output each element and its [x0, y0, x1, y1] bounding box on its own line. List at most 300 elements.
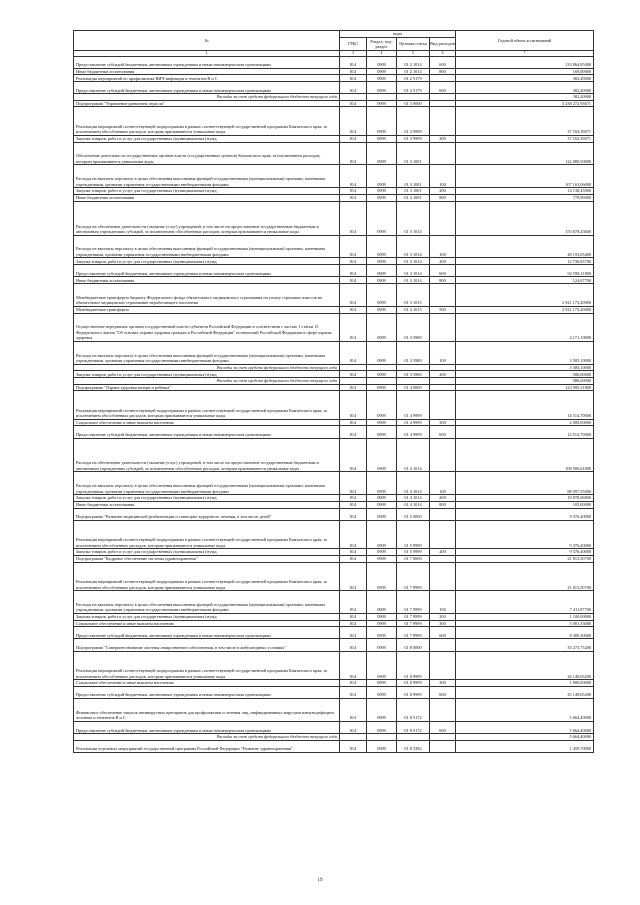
row-name: Социальное обеспечение и иные выплаты населению	[74, 680, 340, 687]
table-row	[74, 391, 594, 419]
row-section: 0909	[367, 591, 397, 614]
row-name: Иные бюджетные ассигнования	[74, 277, 340, 284]
row-exptype	[430, 698, 456, 721]
row-section: 0909	[367, 419, 397, 426]
row-amount: 108 580,61800	[456, 438, 594, 472]
row-exptype: 600	[430, 56, 456, 68]
row-exptype: 200	[430, 549, 456, 556]
row-exptype	[430, 313, 456, 341]
row-exptype	[430, 508, 456, 520]
row-grbs: 814	[340, 68, 367, 75]
table-row	[74, 555, 594, 562]
row-section: 0909	[367, 107, 397, 135]
row-grbs: 814	[340, 721, 367, 733]
row-target: 01 3 1014	[397, 258, 430, 265]
row-grbs: 814	[340, 201, 367, 235]
row-target: 01 8 9999	[397, 680, 430, 687]
row-amount: 105,00000	[456, 501, 594, 508]
row-name: Осуществление переданных органам государственной власти субъектов Российской Федерации в соответствии с частью 1 статьи 15 Федерального закона "Об основах охраны здоровья граждан в Российской Федерации" полномочий Российской Федерации в сфере охраны здоровья	[74, 313, 340, 341]
table-row	[74, 188, 594, 195]
row-target: 01 3 0000	[397, 100, 430, 107]
table-row	[74, 306, 594, 313]
table-row	[74, 520, 594, 548]
row-grbs: 814	[340, 520, 367, 548]
row-name: Расходы на обеспечение деятельности (оказание услуг) учреждений, в том числе на предоставление государственным бюджетным и автономным учреждениям субсидий, за исключением обособленных расходов, которым присваиваются уникальные коды	[74, 438, 340, 472]
row-exptype: 100	[430, 341, 456, 364]
row-grbs: 814	[340, 165, 367, 188]
row-target: 01 3 1014	[397, 201, 430, 235]
header-section: Раздел, под-раздел	[367, 38, 397, 51]
row-section: 0909	[367, 501, 397, 508]
row-target: 01 3 5980	[397, 341, 430, 364]
row-exptype	[430, 651, 456, 679]
table-row	[74, 341, 594, 364]
row-target: 01 8 5172	[397, 698, 430, 721]
row-name: Подпрограмма "Охрана здоровья матери и ребенка"	[74, 384, 340, 391]
row-grbs: 814	[340, 384, 367, 391]
table-row	[74, 591, 594, 614]
row-section: 0909	[367, 740, 397, 752]
row-exptype: 800	[430, 194, 456, 201]
row-target: 01 4 9999	[397, 391, 430, 419]
index-cell: 6	[430, 51, 456, 57]
table-row	[74, 82, 594, 94]
row-name: Предоставление субсидий бюджетным, автономным учреждениям и иным некоммерческим организациям	[74, 627, 340, 639]
row-amount: 48 193,05400	[456, 235, 594, 258]
table-row	[74, 265, 594, 277]
table-row	[74, 426, 594, 438]
row-section: 0909	[367, 651, 397, 679]
row-amount: 2 921 173,20000	[456, 306, 594, 313]
row-exptype: 200	[430, 495, 456, 502]
row-grbs: 814	[340, 651, 367, 679]
row-target: 01 2 5179	[397, 75, 430, 82]
row-grbs: 814	[340, 591, 367, 614]
row-exptype	[430, 740, 456, 752]
row-target: 01 4 9999	[397, 426, 430, 438]
table-row	[74, 313, 594, 341]
page-number: 19	[317, 878, 323, 883]
row-amount: 1 000,00000	[456, 680, 594, 687]
row-exptype: 100	[430, 235, 456, 258]
row-target: 01 7 9999	[397, 613, 430, 620]
row-section: 0909	[367, 384, 397, 391]
row-amount: 3 585,10000	[456, 364, 594, 371]
row-target: 01 7 0000	[397, 555, 430, 562]
row-exptype: 300	[430, 680, 456, 687]
row-grbs: 814	[340, 680, 367, 687]
row-target: 01 3 9999	[397, 107, 430, 135]
row-name: Подпрограмма "Кадровое обеспечение системы здравоохранения"	[74, 555, 340, 562]
row-target: 01 5 0000	[397, 508, 430, 520]
row-exptype: 800	[430, 277, 456, 284]
row-name: Подпрограмма "Управление развитием отрасли"	[74, 100, 340, 107]
table-row	[74, 651, 594, 679]
row-section: 0909	[367, 188, 397, 195]
row-section: 0909	[367, 371, 397, 378]
row-name: Финансовое обеспечение закупок антивирусных препаратов для профилактики и лечения лиц, инфицированных вирусами иммунодефицита человека и гепатитов В и С	[74, 698, 340, 721]
row-amount: 37 163,39071	[456, 135, 594, 142]
row-amount: 123 095,31800	[456, 384, 594, 391]
row-section: 0909	[367, 258, 397, 265]
row-section: 0909	[367, 520, 397, 548]
row-target: 01 3 1001	[397, 194, 430, 201]
table-row	[74, 100, 594, 107]
header-codes: коды	[340, 31, 456, 38]
row-name: Социальное обеспечение и иные выплаты населению	[74, 419, 340, 426]
row-grbs: 814	[340, 265, 367, 277]
row-exptype: 600	[430, 265, 456, 277]
row-exptype: 100	[430, 591, 456, 614]
row-target: 01 8 5382	[397, 740, 430, 752]
row-section: 0909	[367, 100, 397, 107]
row-exptype	[430, 520, 456, 548]
row-grbs: 814	[340, 82, 367, 94]
row-amount: 8 300,30000	[456, 627, 594, 639]
row-grbs: 814	[340, 391, 367, 419]
row-name: Закупка товаров, работ и услуг для государственных (муниципальных) нужд	[74, 495, 340, 502]
table-row	[74, 419, 594, 426]
row-target: 01 5 9999	[397, 549, 430, 556]
row-target: 01 2 1014	[397, 68, 430, 75]
row-section: 0909	[367, 426, 397, 438]
row-target: 01 5 9999	[397, 520, 430, 548]
table-row	[74, 165, 594, 188]
row-target: 01 3 1015	[397, 284, 430, 307]
row-grbs: 814	[340, 740, 367, 752]
row-target: 01 3 5980	[397, 313, 430, 341]
row-grbs: 814	[340, 472, 367, 495]
row-grbs: 814	[340, 639, 367, 651]
row-target: 01 7 9999	[397, 620, 430, 627]
row-name: Иные бюджетные ассигнования	[74, 68, 340, 75]
row-section: 0909	[367, 142, 397, 165]
row-grbs: 814	[340, 194, 367, 201]
row-exptype: 300	[430, 419, 456, 426]
row-amount: 586,00000	[456, 371, 594, 378]
row-name: Иные бюджетные ассигнования	[74, 501, 340, 508]
row-amount: 9 376,40000	[456, 520, 594, 548]
row-name: Межбюджетные трансферты	[74, 306, 340, 313]
row-amount: 37 163,39071	[456, 107, 594, 135]
row-amount: 7 411,87700	[456, 591, 594, 614]
table-row	[74, 613, 594, 620]
row-name: Расходы за счет средств федерального бюджета текущего года	[74, 364, 340, 371]
row-amount: 124,67700	[456, 277, 594, 284]
row-grbs: 814	[340, 188, 367, 195]
row-amount: 88 597,55000	[456, 472, 594, 495]
row-target: 01 3 1001	[397, 142, 430, 165]
row-amount: 19 878,06800	[456, 495, 594, 502]
table-row	[74, 627, 594, 639]
row-section: 0909	[367, 313, 397, 341]
row-target: 01 7 9999	[397, 627, 430, 639]
row-exptype	[430, 639, 456, 651]
row-amount: 382,20000	[456, 75, 594, 82]
row-amount: 21 813,50700	[456, 555, 594, 562]
row-section: 0909	[367, 306, 397, 313]
row-section: 0909	[367, 639, 397, 651]
row-name: Реализация мероприятий соответствующей подпрограммы в рамках соответствующей государственной программы Камчатского края, за исключением обособленных расходов, которым присваиваются уникальные коды	[74, 651, 340, 679]
row-amount: 14 514,70000	[456, 391, 594, 419]
row-section: 0909	[367, 680, 397, 687]
row-amount: 2 921 173,20000	[456, 284, 594, 307]
row-grbs: 814	[340, 620, 367, 627]
row-amount: 26 149,65200	[456, 651, 594, 679]
row-name: Реализация мероприятий по профилактике ВИЧ-инфекции и гепатитов В и С	[74, 75, 340, 82]
table-row	[74, 258, 594, 265]
row-amount: 153 678,43600	[456, 201, 594, 235]
row-amount: 5 664,40000	[456, 721, 594, 733]
row-grbs: 814	[340, 75, 367, 82]
table-row	[74, 235, 594, 258]
row-amount: 25 149,65200	[456, 686, 594, 698]
table-row	[74, 562, 594, 590]
row-section: 0909	[367, 194, 397, 201]
row-exptype: 500	[430, 306, 456, 313]
table-row	[74, 740, 594, 752]
row-section: 0909	[367, 265, 397, 277]
row-exptype	[430, 100, 456, 107]
row-section: 0909	[367, 562, 397, 590]
row-amount: 169,00000	[456, 68, 594, 75]
row-section: 0909	[367, 620, 397, 627]
row-exptype	[430, 284, 456, 307]
row-section: 0909	[367, 165, 397, 188]
row-target: 01 8 5172	[397, 721, 430, 733]
row-exptype: 600	[430, 627, 456, 639]
row-section: 0909	[367, 472, 397, 495]
row-amount: 122 080,50000	[456, 142, 594, 165]
table-row	[74, 639, 594, 651]
row-grbs: 814	[340, 107, 367, 135]
row-section: 0909	[367, 68, 397, 75]
row-name: Реализация мероприятий соответствующей подпрограммы в рамках соответствующей государственной программы Камчатского края, за исключением обособленных расходов, которым присваиваются уникальные коды	[74, 391, 340, 419]
row-name: Расходы за счет средств федерального бюджета текущего года	[74, 734, 340, 741]
row-grbs: 814	[340, 56, 367, 68]
row-grbs: 814	[340, 501, 367, 508]
row-target: 01 3 1001	[397, 188, 430, 195]
row-amount: 1 459,70000	[456, 740, 594, 752]
row-target: 01 2 5179	[397, 82, 430, 94]
row-target: 01 4 0000	[397, 384, 430, 391]
row-exptype: 800	[430, 501, 456, 508]
row-amount: 382,20000	[456, 82, 594, 94]
index-cell: 7	[456, 51, 594, 57]
row-grbs: 814	[340, 135, 367, 142]
table-row	[74, 508, 594, 520]
row-exptype	[430, 107, 456, 135]
table-row	[74, 277, 594, 284]
header-grbs: ГРБС	[340, 38, 367, 51]
row-target: 01 3 1014	[397, 277, 430, 284]
row-name: Закупка товаров, работ и услуг для государственных (муниципальных) нужд	[74, 549, 340, 556]
row-name: Закупка товаров, работ и услуг для государственных (муниципальных) нужд	[74, 258, 340, 265]
table-row	[74, 284, 594, 307]
row-grbs: 814	[340, 142, 367, 165]
row-name: Расходы за счет средств федерального бюджета текущего года	[74, 378, 340, 385]
row-grbs: 814	[340, 613, 367, 620]
row-name: Подпрограмма "Совершенствование системы лекарственного обеспечения, в том числе в амбулаторных условиях"	[74, 639, 340, 651]
row-name: Предоставление субсидий бюджетным, автономным учреждениям и иным некоммерческим организациям	[74, 265, 340, 277]
row-section: 0909	[367, 201, 397, 235]
row-amount: 3 238 272,93671	[456, 100, 594, 107]
row-amount: 4 171,10000	[456, 313, 594, 341]
row-grbs: 814	[340, 100, 367, 107]
table-row	[74, 142, 594, 165]
row-grbs: 814	[340, 313, 367, 341]
row-name: Предоставление субсидий бюджетным, автономным учреждениям и иным некоммерческим организациям	[74, 426, 340, 438]
row-amount: 5 664,40000	[456, 698, 594, 721]
row-name: Расходы на выплаты персоналу в целях обеспечения выполнения функций государственными (муниципальными) органами, казенными учреждениями, органами управления государственными внебюджетными фондами	[74, 165, 340, 188]
row-exptype	[430, 75, 456, 82]
table-row	[74, 135, 594, 142]
table-row	[74, 56, 594, 68]
row-section: 0909	[367, 613, 397, 620]
row-amount: 21 813,50700	[456, 562, 594, 590]
row-target: 01 2 1014	[397, 56, 430, 68]
row-target: 01 8 9999	[397, 686, 430, 698]
row-section: 0909	[367, 721, 397, 733]
row-grbs: 814	[340, 495, 367, 502]
row-amount: 107 163,06000	[456, 165, 594, 188]
row-grbs: 814	[340, 698, 367, 721]
table-row	[74, 698, 594, 721]
row-grbs: 814	[340, 419, 367, 426]
row-exptype: 300	[430, 620, 456, 627]
row-amount: 5 001,33000	[456, 620, 594, 627]
row-name: Обеспечение деятельности государственных органов власти (государственных органов) Камчатского края, за исключением расходов, которым присваиваются уникальные коды	[74, 142, 340, 165]
row-amount: 9 376,40000	[456, 549, 594, 556]
row-amount: 12 736,83700	[456, 258, 594, 265]
row-section: 0909	[367, 284, 397, 307]
table-row	[74, 384, 594, 391]
row-target: 01 3 5980	[397, 371, 430, 378]
row-grbs: 814	[340, 508, 367, 520]
row-name: Предоставление субсидий бюджетным, автономным учреждениям и иным некоммерческим организациям	[74, 686, 340, 698]
table-row	[74, 438, 594, 472]
row-target: 01 4 1014	[397, 472, 430, 495]
row-section: 0909	[367, 341, 397, 364]
table-row	[74, 501, 594, 508]
row-name: Расходы на обеспечение деятельности (оказание услуг) учреждений, в том числе на предоставление государственным бюджетным и автономным учреждениям субсидий, за исключением обособленных расходов, которым присваиваются уникальные коды	[74, 201, 340, 235]
row-section: 0909	[367, 391, 397, 419]
row-exptype	[430, 391, 456, 419]
row-name: Закупка товаров, работ и услуг для государственных (муниципальных) нужд	[74, 613, 340, 620]
row-target: 01 4 1014	[397, 438, 430, 472]
row-section: 0909	[367, 495, 397, 502]
row-target: 01 3 1001	[397, 165, 430, 188]
row-exptype: 600	[430, 686, 456, 698]
row-exptype	[430, 201, 456, 235]
row-exptype: 600	[430, 426, 456, 438]
row-section: 0909	[367, 508, 397, 520]
row-section: 0909	[367, 549, 397, 556]
row-name: Реализация мероприятий соответствующей подпрограммы в рамках соответствующей государственной программы Камчатского края, за исключением обособленных расходов, которым присваиваются уникальные коды	[74, 107, 340, 135]
row-grbs: 814	[340, 686, 367, 698]
row-grbs: 814	[340, 562, 367, 590]
row-name: Расходы за счет средств федерального бюджета текущего года	[74, 94, 340, 101]
row-grbs: 814	[340, 426, 367, 438]
row-name: Иные бюджетные ассигнования	[74, 194, 340, 201]
row-target: 01 8 0000	[397, 639, 430, 651]
header-target: Целевая статья	[397, 38, 430, 51]
row-exptype: 600	[430, 721, 456, 733]
row-name: Расходы на выплаты персоналу в целях обеспечения выполнения функций государственными (муниципальными) органами, казенными учреждениями, органами управления государственными внебюджетными фондами	[74, 472, 340, 495]
row-exptype: 200	[430, 188, 456, 195]
header-exptype: Вид расходов	[430, 38, 456, 51]
row-amount: 3 585,10000	[456, 341, 594, 364]
row-exptype: 200	[430, 258, 456, 265]
table-row	[74, 495, 594, 502]
row-amount: 9 376,40000	[456, 508, 594, 520]
row-section: 0909	[367, 627, 397, 639]
row-section: 0909	[367, 82, 397, 94]
table-row	[74, 680, 594, 687]
row-grbs: 814	[340, 438, 367, 472]
row-name: Предоставление субсидий бюджетным, автономным учреждениям и иным некоммерческим организациям	[74, 82, 340, 94]
row-amount: 133 864,95400	[456, 56, 594, 68]
row-amount: 12 514,70000	[456, 426, 594, 438]
row-target: 01 8 9999	[397, 651, 430, 679]
row-grbs: 814	[340, 627, 367, 639]
header-amount: Годовой объем ассигнований	[456, 31, 594, 51]
row-section: 0909	[367, 235, 397, 258]
row-section: 0909	[367, 277, 397, 284]
row-exptype	[430, 142, 456, 165]
row-name: Расходы на выплаты персоналу в целях обеспечения выполнения функций государственными (муниципальными) органами, казенными учреждениями, органами управления государственными внебюджетными фондами	[74, 591, 340, 614]
row-section: 0909	[367, 698, 397, 721]
row-target: 01 4 1014	[397, 501, 430, 508]
row-exptype	[430, 562, 456, 590]
row-section: 0909	[367, 135, 397, 142]
row-name: Расходы на выплаты персоналу в целях обеспечения выполнения функций государственными (муниципальными) органами, казенными учреждениями, органами управления государственными внебюджетными фондами	[74, 235, 340, 258]
row-section: 0909	[367, 75, 397, 82]
table-body	[74, 56, 594, 752]
row-name: Реализация отдельных мероприятий государственной программы Российской Федерации "Развитие здравоохранения"	[74, 740, 340, 752]
row-target: 01 3 1014	[397, 265, 430, 277]
row-grbs: 814	[340, 258, 367, 265]
row-amount: 35 273,75200	[456, 639, 594, 651]
table-row	[74, 75, 594, 82]
row-section: 0909	[367, 438, 397, 472]
row-exptype: 200	[430, 613, 456, 620]
row-amount: 2 000,00000	[456, 419, 594, 426]
row-amount: 778,99000	[456, 194, 594, 201]
row-target: 01 3 9999	[397, 135, 430, 142]
row-section: 0909	[367, 686, 397, 698]
row-exptype: 200	[430, 135, 456, 142]
row-target: 01 3 1015	[397, 306, 430, 313]
row-name: Реализация мероприятий соответствующей подпрограммы в рамках соответствующей государственной программы Камчатского края, за исключением обособленных расходов, которым присваиваются уникальные коды	[74, 562, 340, 590]
table-row	[74, 686, 594, 698]
row-target: 01 4 1014	[397, 495, 430, 502]
row-exptype: 200	[430, 371, 456, 378]
row-exptype: 100	[430, 165, 456, 188]
row-amount: 1 100,00000	[456, 613, 594, 620]
index-cell: 5	[397, 51, 430, 57]
row-name: Социальное обеспечение и иные выплаты населению	[74, 620, 340, 627]
row-exptype: 600	[430, 82, 456, 94]
row-target: 01 7 9999	[397, 591, 430, 614]
table-row	[74, 549, 594, 556]
table-row	[74, 620, 594, 627]
row-name: Закупка товаров, работ и услуг для государственных (муниципальных) нужд	[74, 135, 340, 142]
table-row	[74, 68, 594, 75]
row-target: 01 7 9999	[397, 562, 430, 590]
header-number: №	[74, 31, 340, 51]
row-name: Закупка товаров, работ и услуг для государственных (муниципальных) нужд	[74, 371, 340, 378]
